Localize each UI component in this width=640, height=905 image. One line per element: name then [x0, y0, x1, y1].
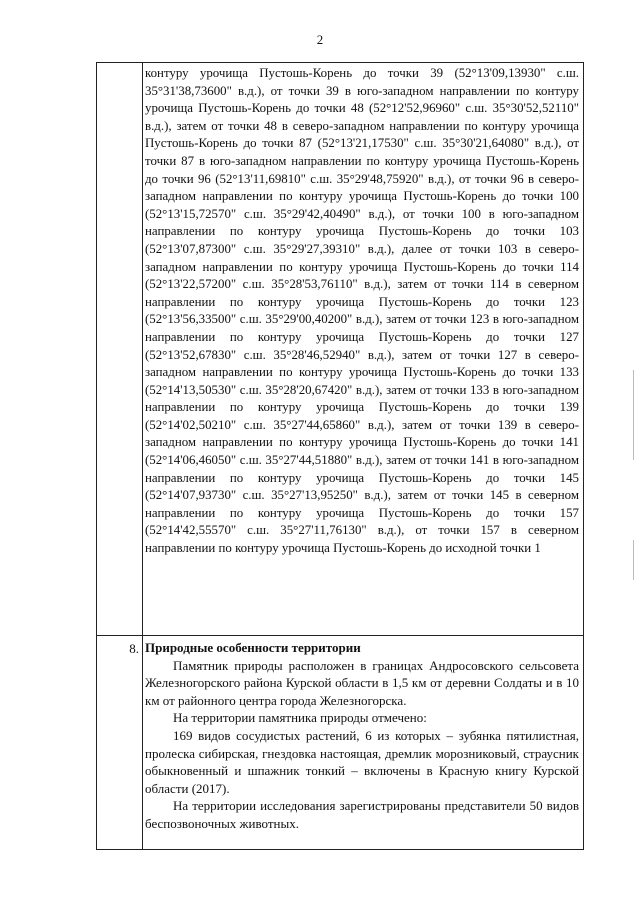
- row-number-8: 8.: [129, 641, 139, 656]
- paragraph-noted: На территории памятника природы отмечено:: [173, 710, 427, 726]
- natural-features-cell: [145, 639, 579, 845]
- document-table: [96, 62, 584, 850]
- scan-edge-mark: [633, 540, 634, 580]
- row-divider: [97, 635, 583, 636]
- paragraph-invertebrates: На территории исследования зарегистрированы представители 50 видов беспозвоночных животных.: [145, 798, 579, 831]
- boundary-description-cell: контуру урочища Пустошь-Корень до точки 39 (52°13'09,13930" с.ш. 35°31'38,73600" в.д.), от точки 39 в юго-западном направлении по контуру урочища Пустошь-Корень до точки 48 (52°12'52,96960" с.ш. 35°30'52,52110" в.д.), затем от точки 48 в северо-западном направлении по контуру урочища Пустошь-Корень до точки 87 (52°13'21,17530" с.ш. 35°30'21,64080" в.д.), от точки 87 в юго-западном направлении по контуру урочища Пустошь-Корень до точки 96 (52°13'11,69810" с.ш. 35°29'48,75920" в.д.), от точки 96 в северо-западном направлении по контуру урочища Пустошь-Корень до точки 100 (52°13'15,72570" с.ш. 35°29'42,40490" в.д.), от точки 100 в юго-западном направлении по контуру урочища Пустошь-Корень до точки 103 (52°13'07,87300" с.ш. 35°29'27,39310" в.д.), далее от точки 103 в северо-западном направлении по контуру урочища Пустошь-Корень до точки 114 (52°13'22,57200" с.ш. 35°28'53,76110" в.д.), затем от точки 114 в северном направлении по контуру урочища Пустошь-Корень до точки 123 (52°13'56,33500" с.ш. 35°29'00,40200" в.д.), затем от точки 123 в юго-западном направлении по контуру урочища Пустошь-Корень до точки 127 (52°13'52,67830" с.ш. 35°28'46,52940" в.д.), затем от точки 127 в северо-западном направлении по контуру урочища Пустошь-Корень до точки 133 (52°14'13,50530" с.ш. 35°28'20,67420" в.д.), затем от точки 133 в юго-западном направлении по контуру урочища Пустошь-Корень до точки 139 (52°14'02,50210" с.ш. 35°27'44,65860" в.д.), затем от точки 139 в северо-западном направлении по контуру урочища Пустошь-Корень до точки 141 (52°14'06,46050" с.ш. 35°27'44,51880" в.д.), затем от точки 141 в юго-западном направлении по контуру урочища Пустошь-Корень до точки 145 (52°14'07,93730" с.ш. 35°27'13,95250" в.д.), затем от точки 145 в северном направлении по контуру урочища Пустошь-Корень до точки 157 (52°14'42,55570" с.ш. 35°27'11,76130" в.д.), от точки 157 в северном направлении по контуру урочища Пустошь-Корень до исходной точки 1: [145, 66, 579, 556]
- page-number: 2: [316, 32, 324, 47]
- paragraph-plants: 169 видов сосудистых растений, 6 из которых – зубянка пятилистная, пролеска сибирская, гнездовка настоящая, дремлик морозниковый, страусник обыкновенный и шпажник тонкий – включены в Красную книгу Курской области (2017).: [145, 727, 579, 796]
- paragraph-location: Памятник природы расположен в границах Андросовского сельсовета Железногорского района Курской области в 1,5 км от деревни Солдаты и в 10 км от районного центра города Железногорска.: [145, 657, 579, 708]
- section-heading: Природные особенности территории: [145, 640, 361, 655]
- scan-edge-mark: [633, 370, 634, 460]
- column-divider: [142, 63, 143, 849]
